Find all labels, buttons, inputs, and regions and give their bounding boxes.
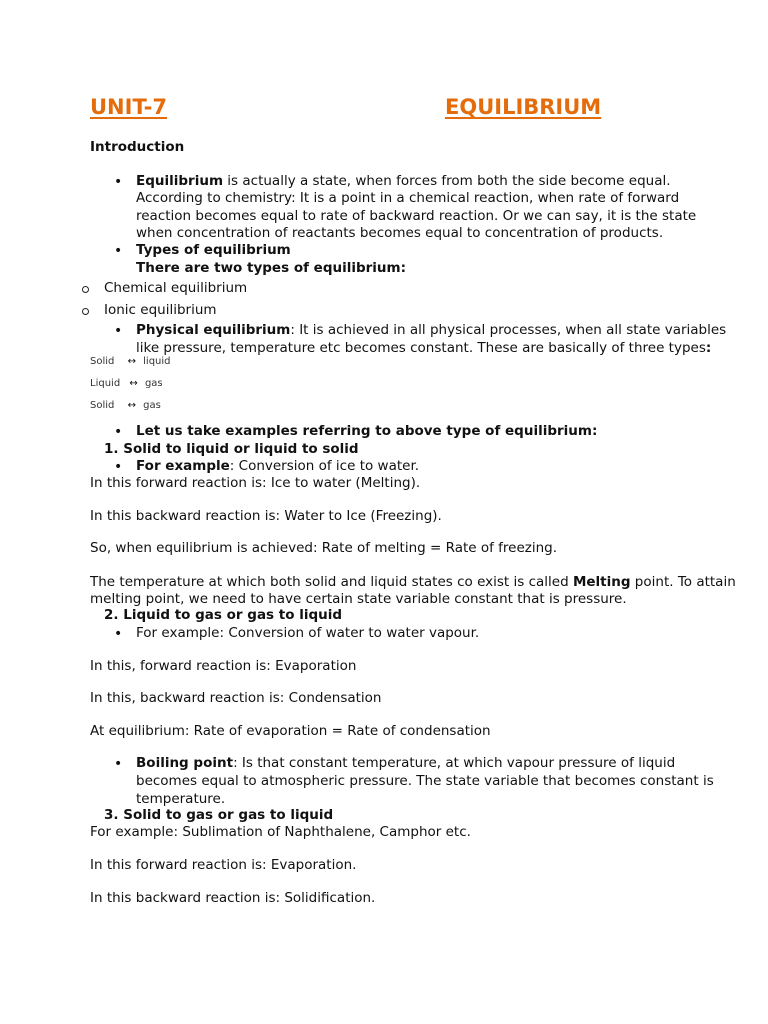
bullet-icon: • [114,459,123,475]
phase-pair-3 [90,400,161,411]
physical-line1-rest: : It is achieved in all physical processes, when all state variables [290,322,727,338]
sec3-example: For example: Sublimation of Naphthalene, Camphor etc. [90,824,471,840]
sec1-p4-line2: melting point, we need to have certain state variable constant that is pressure. [90,591,627,607]
types-subheading: There are two types of equilibrium: [136,260,407,276]
bullet-icon: • [114,756,123,772]
boiling-point-line2: becomes equal to atmospheric pressure. The state variable that becomes constant is [136,773,714,789]
physical-term: Physical equilibrium [136,322,291,338]
boiling-point-line1 [136,755,675,772]
sec1-p1: In this forward reaction is: Ice to water (Melting). [90,475,421,491]
equilibrium-def-line2: According to chemistry: It is a point in a chemical reaction, when rate of forward [136,190,680,206]
type-item-ionic: Ionic equilibrium [104,302,217,318]
equilibrium-def-line4: when concentration of reactants becomes equal to concentration of products. [136,225,664,241]
sec3-p2: In this backward reaction is: Solidification. [90,890,376,906]
double-arrow-icon: ↔ [129,378,138,389]
unit-title: UNIT-7 [90,95,168,119]
sec1-p4-end: point. To attain [630,574,736,590]
circle-bullet-icon [82,308,89,315]
phase-right: liquid [143,356,171,367]
examples-heading: Let us take examples referring to above type of equilibrium: [136,423,598,439]
boiling-point-term: Boiling point [136,755,234,771]
equilibrium-def-rest: is actually a state, when forces from both the side become equal. [223,173,671,189]
sec2-p2: In this, backward reaction is: Condensation [90,690,382,706]
boiling-point-line3: temperature. [136,791,226,807]
intro-heading: Introduction [90,139,185,155]
melting-term: Melting [572,574,631,590]
sec3-p1: In this forward reaction is: Evaporation. [90,857,357,873]
bullet-icon: • [114,323,123,339]
phase-pair-1 [90,356,171,367]
equilibrium-def-line1 [136,173,671,190]
types-heading: Types of equilibrium [136,242,291,258]
bullet-icon: • [114,174,123,190]
boiling-point-rest: : Is that constant temperature, at which vapour pressure of liquid [233,755,676,771]
type-item-chemical: Chemical equilibrium [104,280,248,296]
sec1-p2: In this backward reaction is: Water to Ice (Freezing). [90,508,442,524]
topic-title: EQUILIBRIUM [445,95,602,119]
physical-line2-colon: : [705,340,712,356]
bullet-icon: • [114,424,123,440]
physical-line1 [136,322,726,339]
phase-left: Liquid [90,378,121,389]
equilibrium-def-line3: reaction becomes equal to rate of backward reaction. Or we can say, it is the state [136,208,697,224]
sec1-heading: 1. Solid to liquid or liquid to solid [104,441,359,457]
double-arrow-icon: ↔ [127,400,136,411]
sec2-p3: At equilibrium: Rate of evaporation = Rate of condensation [90,723,491,739]
sec3-heading: 3. Solid to gas or gas to liquid [104,807,334,823]
sec1-example [136,458,419,475]
sec1-example-rest: : Conversion of ice to water. [229,458,420,474]
physical-line2 [136,340,711,357]
phase-left: Solid [90,356,115,367]
sec1-p4 [90,574,736,591]
sec2-heading: 2. Liquid to gas or gas to liquid [104,607,343,623]
circle-bullet-icon [82,286,89,293]
double-arrow-icon: ↔ [127,356,136,367]
sec1-p3: So, when equilibrium is achieved: Rate of melting = Rate of freezing. [90,540,558,556]
sec2-p1: In this, forward reaction is: Evaporation [90,658,357,674]
phase-right: gas [144,378,163,389]
sec1-example-label: For example [136,458,230,474]
phase-right: gas [143,400,161,411]
sec2-example: For example: Conversion of water to water vapour. [136,625,480,641]
bullet-icon: • [114,626,123,642]
equilibrium-term: Equilibrium [136,173,224,189]
physical-line2-text: like pressure, temperature etc becomes constant. These are basically of three types [136,340,706,356]
phase-pair-2 [90,378,163,389]
sec1-p4-start: The temperature at which both solid and liquid states co exist is called [90,574,573,590]
phase-left: Solid [90,400,115,411]
bullet-icon: • [114,243,123,259]
